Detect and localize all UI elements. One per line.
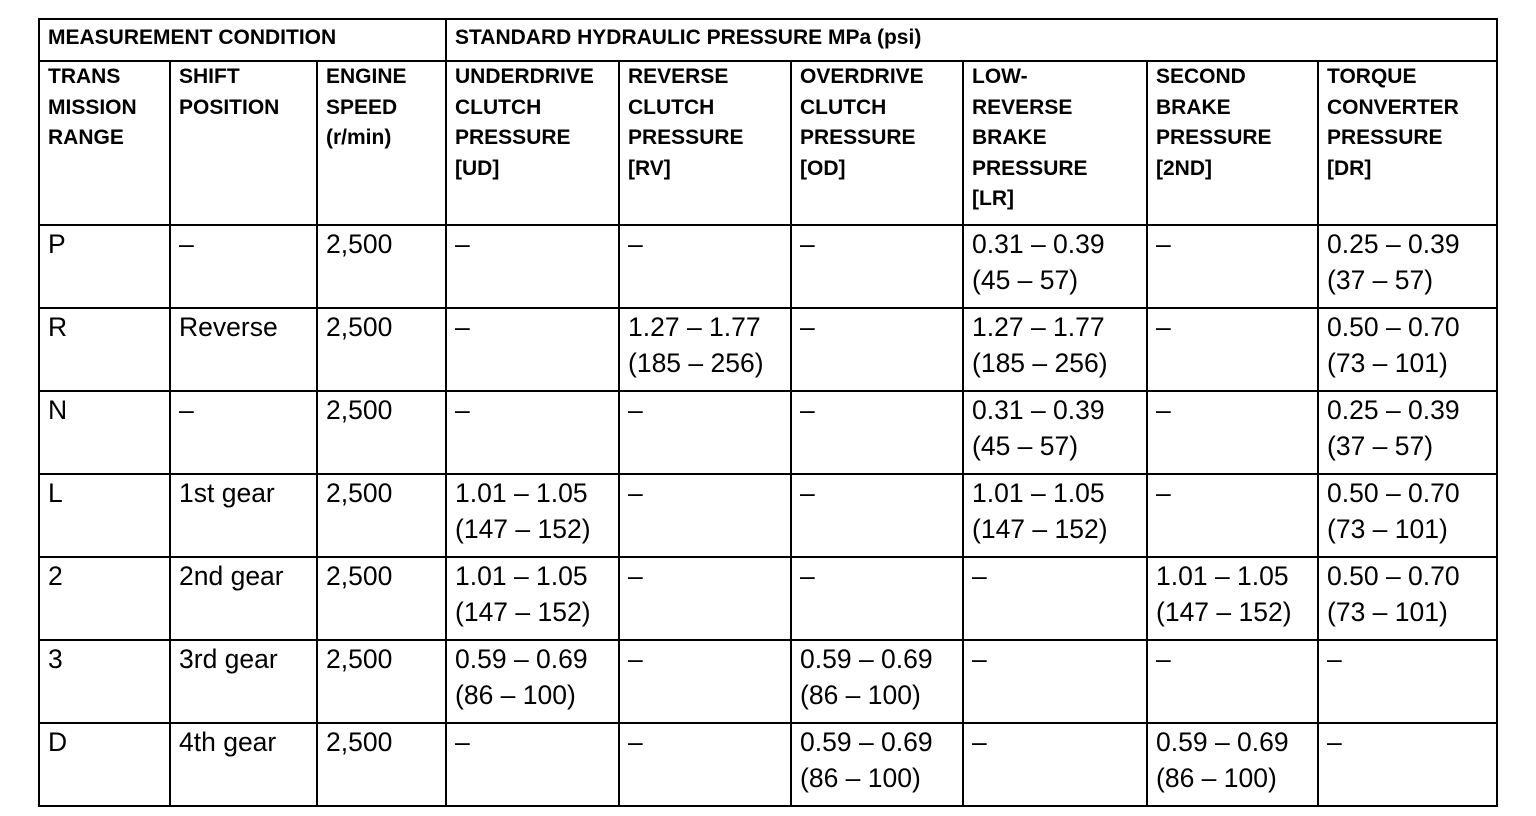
- measurement-condition-header: [39, 19, 446, 61]
- cell-value: 3: [48, 644, 63, 674]
- cell-shift-position: [170, 723, 317, 806]
- cell-range: [39, 640, 170, 723]
- column-header-2nd: [1147, 61, 1318, 225]
- column-header-od: [791, 61, 963, 225]
- cell-lr: [963, 391, 1147, 474]
- cell-rv: [619, 640, 791, 723]
- cell-od: [791, 308, 963, 391]
- table-row: [39, 225, 1497, 308]
- cell-ud: [446, 723, 619, 806]
- standard-pressure-label: STANDARD HYDRAULIC PRESSURE MPa (psi): [455, 26, 922, 49]
- cell-value: 2,500: [326, 229, 393, 259]
- cell-ud: [446, 474, 619, 557]
- column-header-lr: [963, 61, 1147, 225]
- cell-2nd: [1147, 391, 1318, 474]
- cell-range: [39, 391, 170, 474]
- cell-value: L: [48, 478, 63, 508]
- cell-od: [791, 557, 963, 640]
- column-header-label: OVERDRIVE CLUTCH PRESSURE [OD]: [800, 65, 924, 180]
- column-header-label: TORQUE CONVERTER PRESSURE [DR]: [1327, 65, 1459, 180]
- cell-value: 2,500: [326, 727, 393, 757]
- cell-value: 0.50 – 0.70 (73 – 101): [1327, 478, 1460, 544]
- cell-lr: [963, 474, 1147, 557]
- cell-2nd: [1147, 723, 1318, 806]
- cell-value: 1.27 – 1.77 (185 – 256): [972, 312, 1108, 378]
- cell-od: [791, 640, 963, 723]
- cell-range: [39, 308, 170, 391]
- cell-value: –: [800, 478, 815, 508]
- cell-value: –: [628, 561, 643, 591]
- group-header-row: [39, 19, 1497, 61]
- cell-value: –: [972, 644, 987, 674]
- column-header-dr: [1318, 61, 1497, 225]
- cell-dr: [1318, 640, 1497, 723]
- cell-value: –: [628, 229, 643, 259]
- cell-value: –: [1156, 229, 1171, 259]
- cell-shift-position: [170, 391, 317, 474]
- cell-rv: [619, 225, 791, 308]
- cell-ud: [446, 225, 619, 308]
- cell-value: 2,500: [326, 312, 393, 342]
- cell-2nd: [1147, 308, 1318, 391]
- cell-value: –: [972, 727, 987, 757]
- cell-value: –: [1327, 644, 1342, 674]
- cell-value: 2nd gear: [179, 561, 284, 591]
- column-header-label: UNDERDRIVE CLUTCH PRESSURE [UD]: [455, 65, 594, 180]
- cell-value: 0.50 – 0.70 (73 – 101): [1327, 312, 1460, 378]
- hydraulic-pressure-table: [38, 18, 1498, 807]
- cell-value: 4th gear: [179, 727, 277, 757]
- cell-engine-speed: [317, 225, 446, 308]
- cell-value: 0.59 – 0.69 (86 – 100): [800, 644, 933, 710]
- cell-dr: [1318, 723, 1497, 806]
- cell-ud: [446, 640, 619, 723]
- cell-ud: [446, 308, 619, 391]
- cell-range: [39, 474, 170, 557]
- cell-dr: [1318, 557, 1497, 640]
- cell-od: [791, 225, 963, 308]
- cell-2nd: [1147, 640, 1318, 723]
- column-header-label: ENGINE SPEED (r/min): [326, 65, 407, 149]
- column-header-range: [39, 61, 170, 225]
- column-header-engine-speed: [317, 61, 446, 225]
- table-row: [39, 640, 1497, 723]
- cell-value: 2,500: [326, 395, 393, 425]
- table-row: [39, 557, 1497, 640]
- cell-rv: [619, 474, 791, 557]
- cell-value: 2: [48, 561, 63, 591]
- table-body: [39, 225, 1497, 806]
- standard-pressure-header: [446, 19, 1497, 61]
- cell-value: –: [628, 727, 643, 757]
- cell-value: –: [455, 229, 470, 259]
- cell-engine-speed: [317, 391, 446, 474]
- cell-range: [39, 723, 170, 806]
- cell-value: 1.27 – 1.77 (185 – 256): [628, 312, 764, 378]
- cell-value: –: [1156, 395, 1171, 425]
- cell-rv: [619, 391, 791, 474]
- cell-od: [791, 474, 963, 557]
- cell-2nd: [1147, 557, 1318, 640]
- cell-engine-speed: [317, 557, 446, 640]
- cell-value: –: [1156, 478, 1171, 508]
- cell-value: N: [48, 395, 68, 425]
- cell-rv: [619, 308, 791, 391]
- cell-value: 1.01 – 1.05 (147 – 152): [455, 561, 591, 627]
- cell-lr: [963, 308, 1147, 391]
- cell-value: 0.25 – 0.39 (37 – 57): [1327, 395, 1460, 461]
- cell-lr: [963, 225, 1147, 308]
- cell-value: 0.31 – 0.39 (45 – 57): [972, 229, 1105, 295]
- cell-od: [791, 723, 963, 806]
- column-header-label: TRANS MISSION RANGE: [48, 65, 137, 149]
- column-header-label: LOW- REVERSE BRAKE PRESSURE [LR]: [972, 65, 1088, 210]
- cell-value: –: [1327, 727, 1342, 757]
- cell-value: R: [48, 312, 68, 342]
- cell-value: 1.01 – 1.05 (147 – 152): [972, 478, 1108, 544]
- cell-rv: [619, 723, 791, 806]
- column-header-label: REVERSE CLUTCH PRESSURE [RV]: [628, 65, 744, 180]
- cell-dr: [1318, 474, 1497, 557]
- cell-shift-position: [170, 308, 317, 391]
- cell-engine-speed: [317, 474, 446, 557]
- cell-value: 1st gear: [179, 478, 275, 508]
- cell-value: D: [48, 727, 68, 757]
- cell-value: 0.59 – 0.69 (86 – 100): [800, 727, 933, 793]
- cell-lr: [963, 640, 1147, 723]
- cell-lr: [963, 723, 1147, 806]
- column-header-ud: [446, 61, 619, 225]
- cell-value: –: [800, 312, 815, 342]
- table-row: [39, 391, 1497, 474]
- cell-value: P: [48, 229, 66, 259]
- column-header-rv: [619, 61, 791, 225]
- cell-engine-speed: [317, 308, 446, 391]
- table-row: [39, 308, 1497, 391]
- cell-value: –: [455, 727, 470, 757]
- cell-dr: [1318, 391, 1497, 474]
- cell-range: [39, 225, 170, 308]
- cell-engine-speed: [317, 640, 446, 723]
- column-header-label: SECOND BRAKE PRESSURE [2ND]: [1156, 65, 1272, 180]
- cell-range: [39, 557, 170, 640]
- cell-value: 2,500: [326, 478, 393, 508]
- cell-value: –: [179, 395, 194, 425]
- cell-value: –: [800, 229, 815, 259]
- cell-shift-position: [170, 474, 317, 557]
- cell-engine-speed: [317, 723, 446, 806]
- column-header-row: [39, 61, 1497, 225]
- cell-value: –: [800, 561, 815, 591]
- cell-shift-position: [170, 557, 317, 640]
- cell-value: –: [628, 644, 643, 674]
- cell-value: 0.31 – 0.39 (45 – 57): [972, 395, 1105, 461]
- cell-value: 0.59 – 0.69 (86 – 100): [455, 644, 588, 710]
- cell-value: 1.01 – 1.05 (147 – 152): [455, 478, 591, 544]
- cell-shift-position: [170, 640, 317, 723]
- cell-value: –: [972, 561, 987, 591]
- cell-value: 2,500: [326, 561, 393, 591]
- cell-2nd: [1147, 474, 1318, 557]
- cell-shift-position: [170, 225, 317, 308]
- cell-value: 3rd gear: [179, 644, 278, 674]
- measurement-condition-label: MEASUREMENT CONDITION: [48, 26, 337, 49]
- cell-od: [791, 391, 963, 474]
- cell-value: –: [800, 395, 815, 425]
- cell-value: –: [628, 478, 643, 508]
- cell-value: Reverse: [179, 312, 278, 342]
- cell-value: 2,500: [326, 644, 393, 674]
- table-row: [39, 723, 1497, 806]
- cell-ud: [446, 391, 619, 474]
- cell-value: –: [179, 229, 194, 259]
- table-row: [39, 474, 1497, 557]
- cell-value: –: [1156, 312, 1171, 342]
- cell-lr: [963, 557, 1147, 640]
- cell-value: –: [1156, 644, 1171, 674]
- cell-value: –: [628, 395, 643, 425]
- column-header-shift-position: [170, 61, 317, 225]
- cell-value: –: [455, 395, 470, 425]
- column-header-label: SHIFT POSITION: [179, 65, 280, 119]
- cell-dr: [1318, 225, 1497, 308]
- cell-value: 0.59 – 0.69 (86 – 100): [1156, 727, 1289, 793]
- cell-value: –: [455, 312, 470, 342]
- cell-ud: [446, 557, 619, 640]
- cell-value: 1.01 – 1.05 (147 – 152): [1156, 561, 1292, 627]
- cell-value: 0.50 – 0.70 (73 – 101): [1327, 561, 1460, 627]
- cell-value: 0.25 – 0.39 (37 – 57): [1327, 229, 1460, 295]
- cell-rv: [619, 557, 791, 640]
- cell-2nd: [1147, 225, 1318, 308]
- cell-dr: [1318, 308, 1497, 391]
